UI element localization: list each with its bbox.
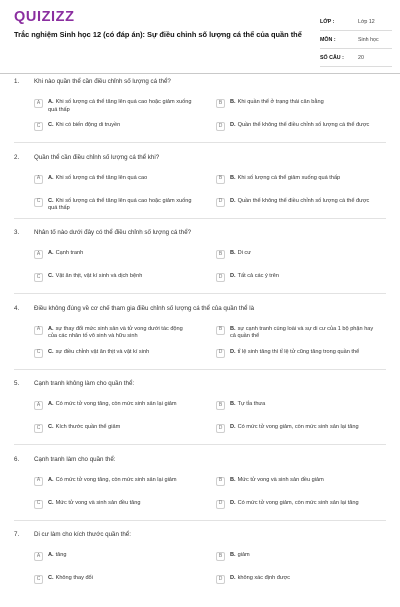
option-text: Không thay đổi [55,575,93,581]
answer-option-a[interactable] [34,552,192,561]
option-checkbox[interactable]: A [34,326,43,335]
option-text: Có mức tử vong giảm, còn mức sinh sản lại tăng [237,424,359,430]
meta-row-question-count [320,49,392,67]
option-letter: A. [48,250,54,256]
question-text: Nhân tố nào dưới đây có thể điều chỉnh số lượng cá thể? [34,229,192,236]
option-letter: D. [230,273,236,279]
page-title: Trắc nghiệm Sinh học 12 (có đáp án): Sự điều chỉnh số lượng cá thể của quần thể [14,30,302,39]
question-5 [0,380,400,456]
answer-option-d[interactable] [216,122,374,131]
worksheet-meta [320,13,392,67]
option-letter: C. [48,348,54,355]
option-letter: D. [230,575,236,581]
option-checkbox[interactable]: D [216,122,225,131]
option-body [48,575,93,583]
option-letter: C. [48,122,54,128]
answer-option-c[interactable] [34,500,192,509]
question-number: 7. [14,531,20,538]
quizizz-logo[interactable]: QUIZIZZ [14,9,75,25]
option-checkbox[interactable]: D [216,349,225,358]
answer-option-d[interactable] [216,198,374,207]
option-letter: B. [230,250,236,256]
question-6 [0,456,400,532]
answer-option-b[interactable] [216,250,374,259]
question-text: Di cư làm cho kích thước quần thể: [34,531,131,538]
answer-option-b[interactable] [216,99,374,108]
option-body [230,552,250,560]
option-checkbox[interactable]: B [216,175,225,184]
answer-option-b[interactable] [216,326,374,341]
option-letter: D. [230,348,236,355]
option-text: Di cư [237,250,251,256]
question-number: 1. [14,78,20,85]
option-letter: B. [230,99,236,105]
option-text: Mức tử vong và sinh sản đều tăng [55,499,141,506]
answer-option-c[interactable] [34,198,192,213]
option-checkbox[interactable]: D [216,575,225,584]
option-text: Cạnh tranh [55,250,84,256]
answer-option-b[interactable] [216,552,374,561]
option-body [48,198,192,213]
option-text: sự cạnh tranh cùng loài và sự di cư của 1 bộ phận hay cả quần thể [230,325,374,339]
meta-row-subject [320,31,392,49]
option-checkbox[interactable]: D [216,500,225,509]
option-text: sự thay đổi mức sinh sản và tử vong dưới tác động của các nhân tố vô sinh và hữu sinh [48,325,183,339]
option-letter: D. [230,499,236,506]
answer-option-d[interactable] [216,500,374,509]
option-text: Khi số lượng cá thể giảm xuống quá thấp [237,174,341,181]
question-number: 5. [14,380,20,387]
option-body [230,175,340,183]
question-number: 2. [14,153,20,161]
answer-option-d[interactable] [216,349,374,358]
option-text: Mức tử vong và sinh sản đều giảm [237,476,324,483]
option-body [48,500,141,508]
option-checkbox[interactable]: B [216,99,225,108]
question-number: 6. [14,455,20,463]
option-body [48,122,120,130]
option-checkbox[interactable]: B [216,401,225,410]
option-checkbox[interactable]: B [216,477,225,486]
option-letter: A. [48,174,54,181]
option-body [48,273,142,281]
answer-option-d[interactable] [216,575,374,584]
option-text: Khi số lượng cá thể tăng lên quá cao [55,174,148,181]
option-letter: B. [230,476,236,483]
option-checkbox[interactable]: A [34,552,43,561]
question-separator [14,520,386,521]
option-checkbox[interactable]: D [216,198,225,207]
option-checkbox[interactable]: C [34,424,43,433]
option-letter: A. [48,325,54,332]
option-checkbox[interactable]: D [216,273,225,282]
option-checkbox[interactable]: C [34,575,43,584]
option-body [48,552,66,560]
option-checkbox[interactable]: D [216,424,225,433]
question-2 [0,154,400,230]
question-separator [14,444,386,445]
option-body [230,122,369,130]
option-letter: B. [230,325,236,332]
answer-option-a[interactable] [34,99,192,114]
option-text: Quần thể không thể điều chỉnh số lượng cá thể được [237,197,370,204]
option-letter: C. [48,424,54,430]
option-body [230,273,279,281]
option-text: Khi quần thể ở trạng thái cân bằng [237,99,324,105]
option-text: Khi số lượng cá thể tăng lên quá cao hoặc giảm xuống quá thấp [48,197,192,211]
answer-option-b[interactable] [216,477,374,486]
option-text: tăng [55,552,67,558]
option-letter: D. [230,122,236,128]
option-text: tỉ lệ sinh tăng thì tỉ lệ tử cũng tăng trong quần thể [237,348,360,355]
option-body [48,250,83,258]
option-checkbox[interactable]: C [34,273,43,282]
question-text: Khi nào quần thể cần điều chỉnh số lượng cá thể? [34,78,171,85]
meta-value: Lớp 12 [358,18,375,25]
question-text: Quần thể cần điều chỉnh số lượng cá thể khi? [34,153,160,161]
meta-label: MÔN : [320,36,336,43]
option-body [48,424,120,432]
option-checkbox[interactable]: B [216,250,225,259]
option-text: Có mức tử vong tăng, còn mức sinh sản lại giảm [55,401,177,407]
option-letter: A. [48,552,54,558]
answer-option-d[interactable] [216,273,374,282]
option-letter: A. [48,476,54,483]
option-text: Tự tỉa thưa [237,401,266,407]
option-body [230,99,324,107]
option-body [230,477,324,485]
option-checkbox[interactable]: C [34,500,43,509]
option-checkbox[interactable]: B [216,326,225,335]
question-number: 3. [14,229,20,236]
option-checkbox[interactable]: A [34,99,43,108]
option-body [230,250,251,258]
option-checkbox[interactable]: C [34,349,43,358]
option-checkbox[interactable]: A [34,401,43,410]
option-letter: D. [230,197,236,204]
option-body [48,99,192,114]
option-body [48,349,149,357]
option-body [48,175,147,183]
answer-option-b[interactable] [216,401,374,410]
option-body [230,424,359,432]
option-checkbox[interactable]: A [34,477,43,486]
option-text: giảm [237,552,250,558]
option-letter: C. [48,273,54,279]
meta-label: LỚP : [320,18,335,25]
option-text: Khi có biến động di truyền [55,122,121,128]
answer-option-c[interactable] [34,575,192,584]
option-letter: B. [230,552,236,558]
option-body [48,477,177,485]
answer-option-c[interactable] [34,122,192,131]
question-separator [14,369,386,370]
question-3 [0,229,400,305]
option-body [230,575,290,583]
answer-option-c[interactable] [34,273,192,282]
meta-value: Sinh học [358,36,379,43]
answer-option-c[interactable] [34,349,192,358]
option-checkbox[interactable]: B [216,552,225,561]
option-text: Kích thước quần thể giảm [55,424,121,430]
meta-row-class [320,13,392,31]
answer-option-d[interactable] [216,424,374,433]
question-separator [14,293,386,294]
option-body [48,326,192,341]
option-body [230,198,369,206]
option-letter: A. [48,401,54,407]
option-text: Vật ăn thịt, vật kí sinh và dịch bệnh [55,273,143,279]
option-checkbox[interactable]: C [34,198,43,207]
answer-option-b[interactable] [216,175,374,184]
question-text: Cạnh tranh làm cho quần thể: [34,455,116,463]
option-letter: B. [230,401,236,407]
answer-option-c[interactable] [34,424,192,433]
option-letter: D. [230,424,236,430]
option-text: không xác định được [237,575,291,581]
option-text: Có mức tử vong tăng, còn mức sinh sản lại giảm [55,476,177,483]
option-body [48,401,177,409]
option-body [230,500,359,508]
question-number: 4. [14,304,20,312]
option-checkbox[interactable]: A [34,175,43,184]
option-text: Tất cả các ý trên [237,273,279,279]
option-checkbox[interactable]: C [34,122,43,131]
option-text: Quần thể không thể điều chỉnh số lượng cá thể được [237,122,370,128]
question-separator [14,218,386,219]
option-checkbox[interactable]: A [34,250,43,259]
option-text: Có mức tử vong giảm, còn mức sinh sản lại tăng [237,499,359,506]
header-divider [0,73,400,74]
worksheet-header [0,0,400,74]
question-text: Cạnh tranh không làm cho quần thể: [34,380,135,387]
answer-option-a[interactable] [34,401,192,410]
option-letter: C. [48,499,54,506]
question-1 [0,78,400,154]
option-body [230,349,359,357]
option-body [230,326,374,341]
answer-option-a[interactable] [34,477,192,486]
question-4 [0,305,400,381]
question-text: Điều không đúng về cơ chế tham gia điều chỉnh số lượng cá thể của quần thể là [34,304,255,312]
option-text: Khi số lượng cá thể tăng lên quá cao hoặc giảm xuống quá thấp [48,99,192,113]
question-separator [14,142,386,143]
question-7 [0,531,400,607]
option-letter: A. [48,99,54,105]
option-letter: C. [48,197,54,204]
option-text: sự điều chỉnh vật ăn thịt và vật kí sinh [55,348,150,355]
answer-option-a[interactable] [34,175,192,184]
answer-option-a[interactable] [34,250,192,259]
answer-option-a[interactable] [34,326,192,341]
option-letter: B. [230,174,236,181]
option-body [230,401,265,409]
meta-value: 20 [358,54,364,61]
option-letter: C. [48,575,54,581]
meta-label: SỐ CÂU : [320,54,344,61]
